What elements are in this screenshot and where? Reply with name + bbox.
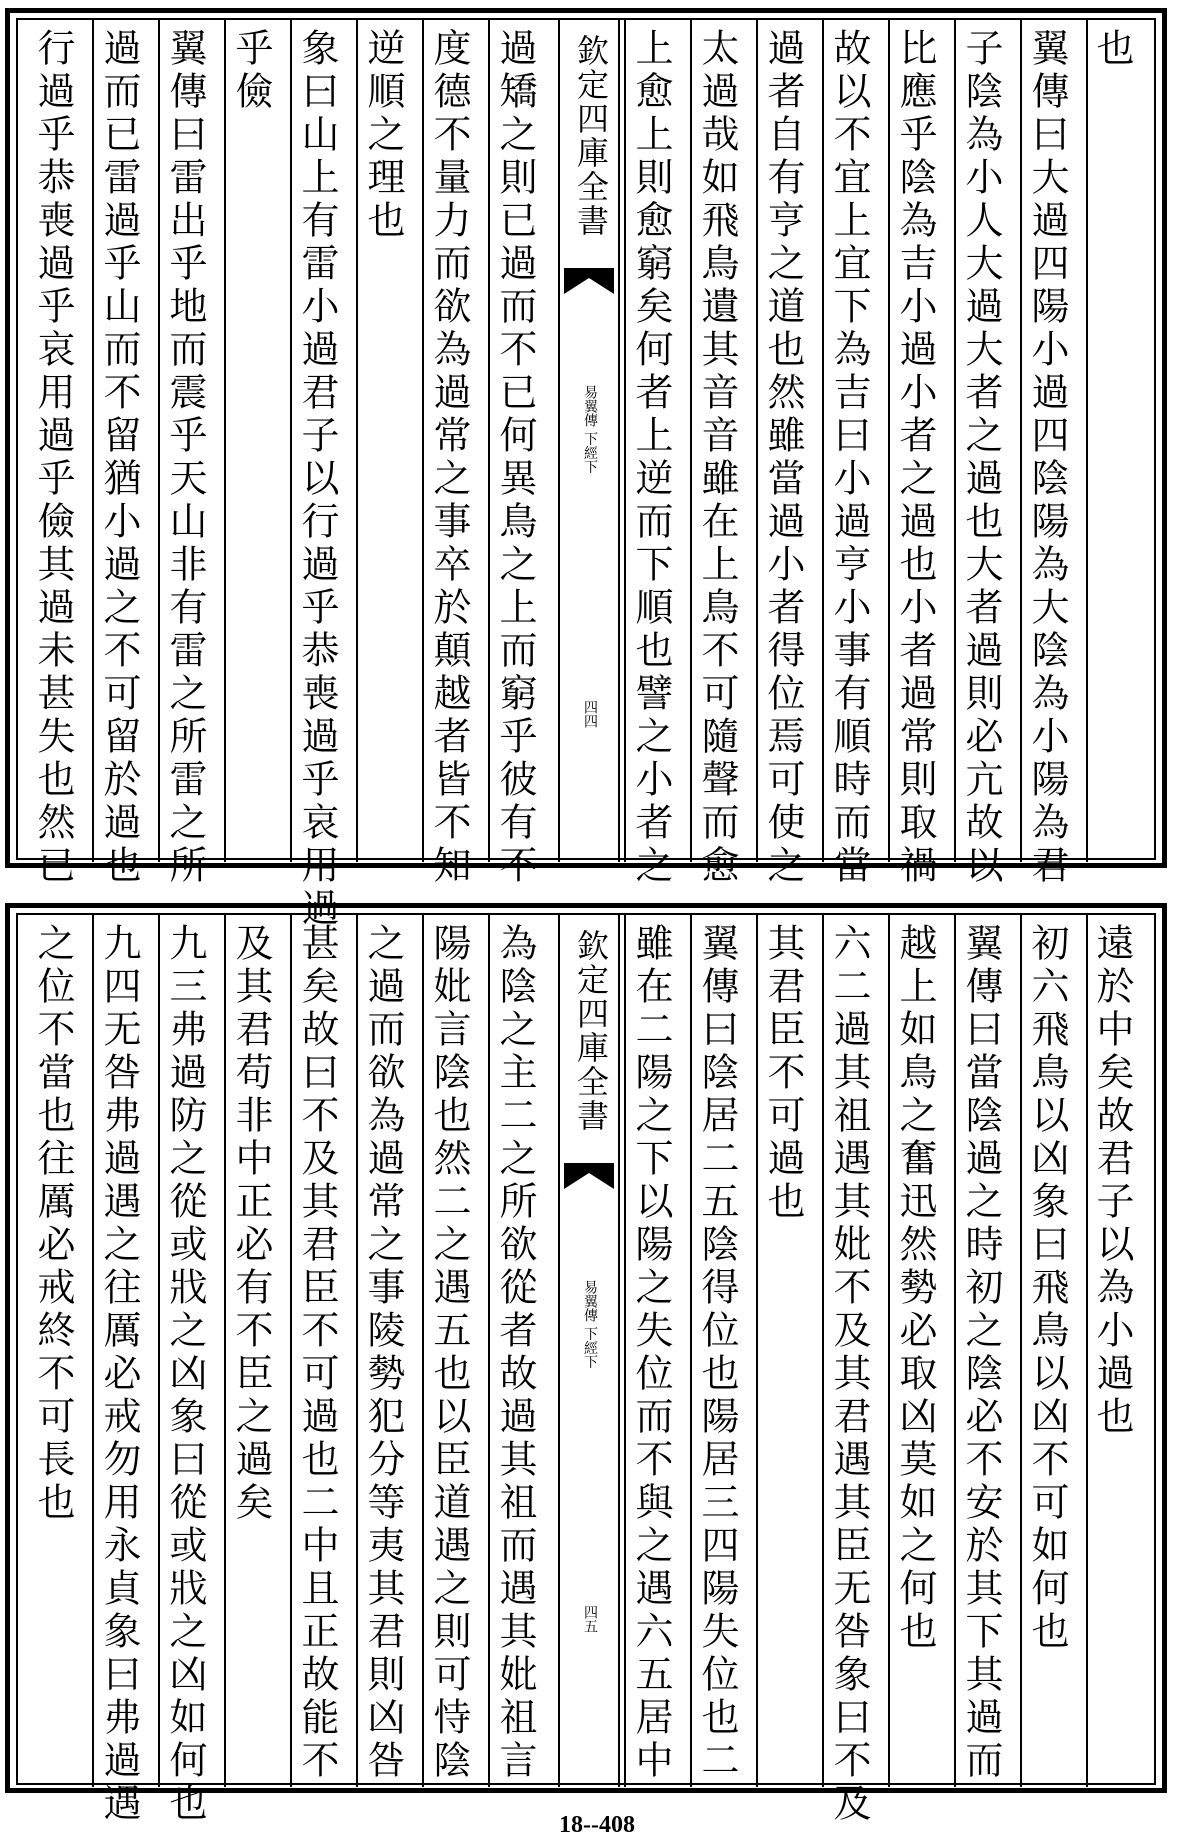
text-column: 九三弗過防之從或戕之凶象曰從或戕之凶如何也: [163, 923, 207, 1826]
text-column: 子陰為小人大過大者之過也大者過則必亢故以: [959, 28, 1003, 888]
column-rule: [1086, 20, 1088, 862]
page-footer-label: 18--408: [559, 1812, 635, 1838]
text-column: 逆順之理也: [361, 28, 405, 243]
text-column: 九四无咎弗過遇之往厲必戒勿用永貞象曰弗過遇: [97, 923, 141, 1826]
fishtail-mark-icon: [564, 268, 614, 294]
text-column: 翼傳曰雷出乎地而震乎天山非有雷之所雷之所: [163, 28, 207, 888]
column-rule: [822, 20, 824, 862]
column-rule: [954, 915, 956, 1787]
text-column: 翼傳曰當陰過之時初之陰必不安於其下其過而: [959, 923, 1003, 1783]
gutter-section: 易翼傳 下經下: [582, 385, 598, 474]
column-rule: [422, 20, 424, 862]
column-rule: [356, 915, 358, 1787]
text-column: 六二過其祖遇其妣不及其君遇其臣无咎象曰不及: [827, 923, 871, 1826]
text-column: 也: [1090, 28, 1134, 71]
text-column: 陽妣言陰也然二之遇五也以臣道遇之則可恃陰: [427, 923, 471, 1783]
column-rule: [224, 20, 226, 862]
text-column: 之過而欲為過常之事陵勢犯分等夷其君則凶咎: [361, 923, 405, 1783]
text-column: 其君臣不可過也: [761, 923, 805, 1224]
gutter-page-number: 四四: [582, 700, 598, 728]
column-rule: [756, 20, 758, 862]
text-column: 過矯之則已過而不已何異鳥之上而窮乎彼有不: [493, 28, 537, 888]
page-gutter: [560, 20, 618, 862]
column-rule: [356, 20, 358, 862]
column-rule: [290, 20, 292, 862]
text-column: 乎儉: [229, 28, 273, 114]
column-rule: [158, 20, 160, 862]
column-rule: [888, 20, 890, 862]
text-column: 及其君苟非中正必有不臣之過矣: [229, 923, 273, 1525]
text-column: 比應乎陰為吉小過小者之過也小者過常則取禍: [893, 28, 937, 888]
text-column: 過者自有亨之道也然雖當過小者得位焉可使之: [761, 28, 805, 888]
column-rule: [290, 915, 292, 1787]
text-column: 初六飛鳥以凶象曰飛鳥以凶不可如何也: [1025, 923, 1069, 1654]
text-column: 之位不當也往厲必戒終不可長也: [31, 923, 75, 1525]
column-rule: [756, 915, 758, 1787]
column-rule: [158, 915, 160, 1787]
column-rule: [1086, 915, 1088, 1787]
column-rule: [224, 915, 226, 1787]
text-column: 為陰之主二之所欲從者故過其祖而遇其妣祖言: [493, 923, 537, 1783]
column-rule: [888, 915, 890, 1787]
column-rule: [954, 20, 956, 862]
column-rule: [690, 915, 692, 1787]
text-column: 甚矣故曰不及其君臣不可過也二中且正故能不: [295, 923, 339, 1783]
column-rule: [1020, 20, 1022, 862]
text-column: 行過乎恭喪過乎哀用過乎儉其過未甚失也然已: [31, 28, 75, 888]
text-column: 度德不量力而欲為過常之事卒於顛越者皆不知: [427, 28, 471, 888]
text-column: 翼傳曰陰居二五陰得位也陽居三四陽失位也二: [695, 923, 739, 1783]
top-page-inner: [16, 18, 1156, 931]
column-rule: [92, 20, 94, 862]
text-column: 象曰山上有雷小過君子以行過乎恭喪過乎哀用過: [295, 28, 339, 931]
gutter-rule: [558, 915, 560, 1787]
column-rule: [690, 20, 692, 862]
gutter-rule: [618, 915, 620, 1787]
page-gutter: [560, 915, 618, 1787]
column-rule: [488, 20, 490, 862]
column-rule: [422, 915, 424, 1787]
text-column: 過而已雷過乎山而不留猶小過之不可留於過也: [97, 28, 141, 888]
gutter-rule: [558, 20, 560, 862]
column-rule: [822, 915, 824, 1787]
column-rule: [488, 915, 490, 1787]
gutter-title: 欽定四庫全書: [572, 929, 610, 1133]
fishtail-mark-icon: [564, 1163, 614, 1189]
text-column: 越上如鳥之奮迅然勢必取凶莫如之何也: [893, 923, 937, 1654]
text-column: 翼傳曰大過四陽小過四陰陽為大陰為小陽為君: [1025, 28, 1069, 888]
text-column: 遠於中矣故君子以為小過也: [1090, 923, 1134, 1439]
column-rule: [624, 915, 626, 1787]
column-rule: [624, 20, 626, 862]
gutter-title: 欽定四庫全書: [572, 34, 610, 238]
column-rule: [92, 915, 94, 1787]
text-column: 故以不宜上宜下為吉曰小過亨小事有順時而當: [827, 28, 871, 888]
text-column: 太過哉如飛鳥遺其音音雖在上鳥不可隨聲而愈: [695, 28, 739, 888]
text-column: 上愈上則愈窮矣何者上逆而下順也譬之小者之: [629, 28, 673, 888]
column-rule: [1020, 915, 1022, 1787]
gutter-page-number: 四五: [582, 1605, 598, 1633]
gutter-section: 易翼傳 下經下: [582, 1280, 598, 1369]
text-column: 雖在二陽之下以陽之失位而不與之遇六五居中: [629, 923, 673, 1783]
gutter-rule: [618, 20, 620, 862]
